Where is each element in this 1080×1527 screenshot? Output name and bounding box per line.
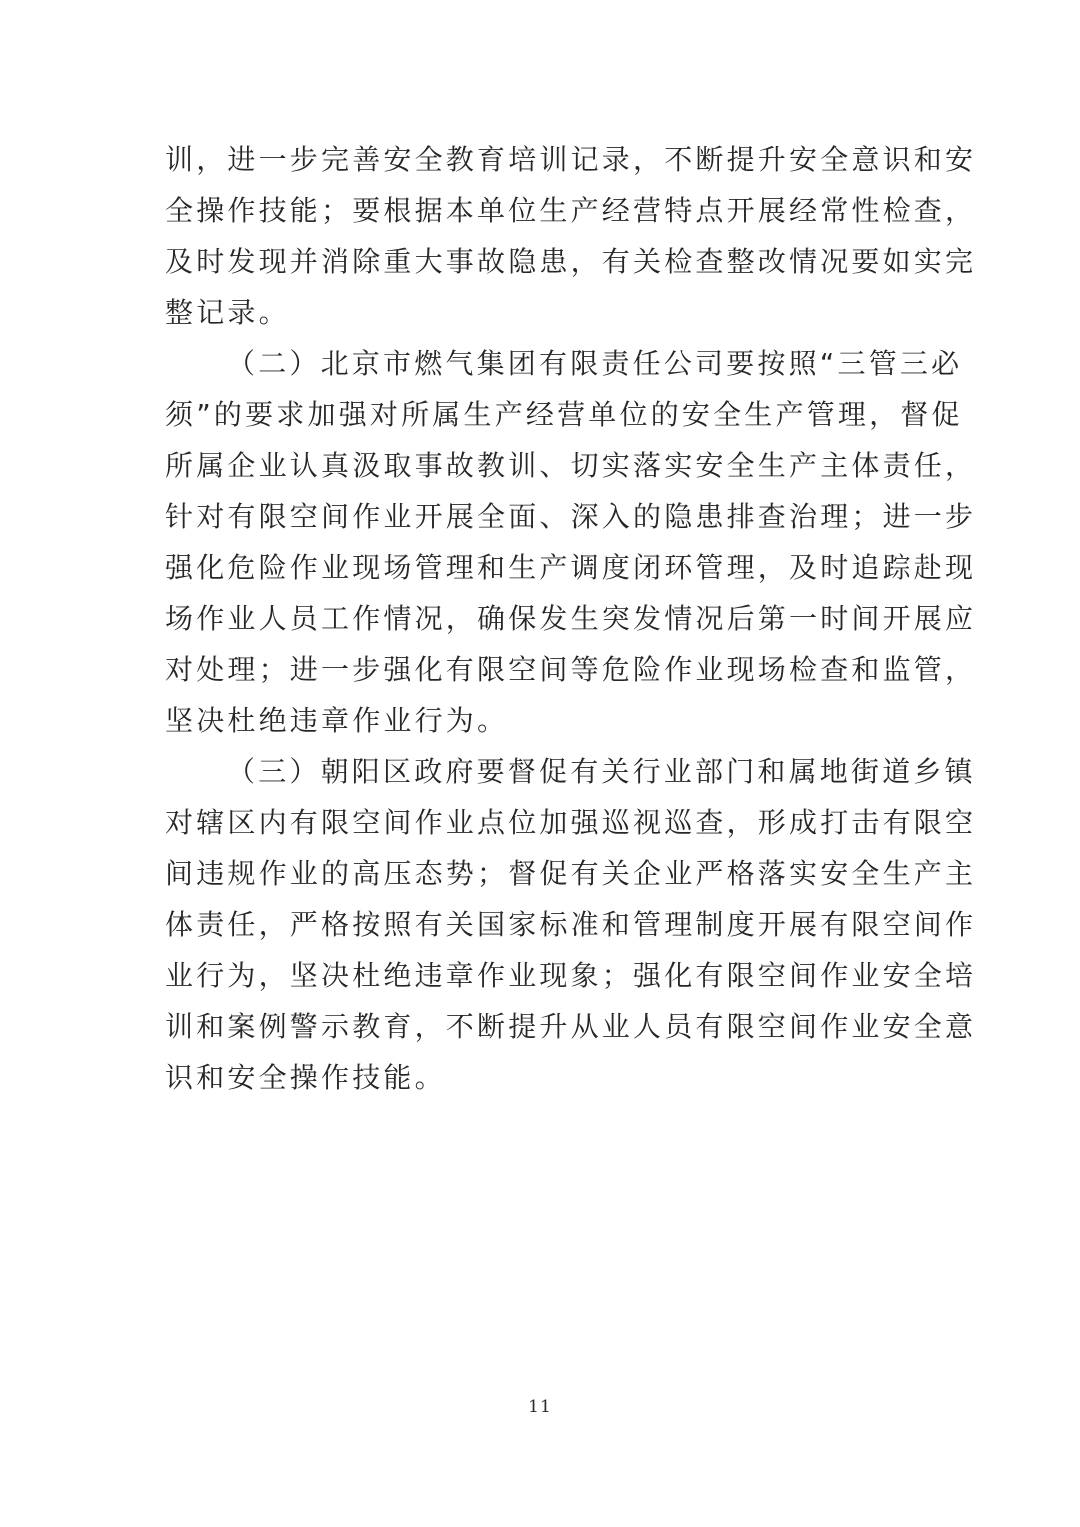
text-line: 识和安全操作技能。 (165, 1061, 446, 1094)
text-line: 体责任，严格按照有关国家标准和管理制度开展有限空间作 (165, 908, 977, 941)
text-line: 场作业人员工作情况，确保发生突发情况后第一时间开展应 (165, 602, 977, 635)
text-line: 间违规作业的高压态势；督促有关企业严格落实安全生产主 (165, 857, 977, 890)
text-line: 对辖区内有限空间作业点位加强巡视巡查，形成打击有限空 (165, 806, 977, 839)
text-line: 须”的要求加强对所属生产经营单位的安全生产管理，督促 (165, 398, 963, 431)
text-line: （三）朝阳区政府要督促有关行业部门和属地街道乡镇 (227, 755, 976, 788)
document-body (165, 134, 977, 1103)
text-line: 强化危险作业现场管理和生产调度闭环管理，及时追踪赴现 (165, 551, 977, 584)
text-line: 全操作技能；要根据本单位生产经营特点开展经常性检查， (165, 194, 977, 227)
text-line: （二）北京市燃气集团有限责任公司要按照“三管三必 (227, 347, 963, 380)
paragraph-item-2 (165, 338, 977, 746)
text-line: 及时发现并消除重大事故隐患，有关检查整改情况要如实完 (165, 245, 977, 278)
text-line: 训和案例警示教育，不断提升从业人员有限空间作业安全意 (165, 1010, 977, 1043)
text-line: 针对有限空间作业开展全面、深入的隐患排查治理；进一步 (165, 500, 977, 533)
text-line: 坚决杜绝违章作业行为。 (165, 704, 509, 737)
text-line: 所属企业认真汲取事故教训、切实落实安全生产主体责任， (165, 449, 977, 482)
text-line: 对处理；进一步强化有限空间等危险作业现场检查和监管， (165, 653, 977, 686)
paragraph-continuation (165, 134, 977, 338)
text-line: 业行为，坚决杜绝违章作业现象；强化有限空间作业安全培 (165, 959, 977, 992)
page-number: 11 (528, 1397, 552, 1417)
text-line: 训，进一步完善安全教育培训记录，不断提升安全意识和安 (165, 143, 977, 176)
text-line: 整记录。 (165, 296, 290, 329)
paragraph-item-3 (165, 746, 977, 1103)
